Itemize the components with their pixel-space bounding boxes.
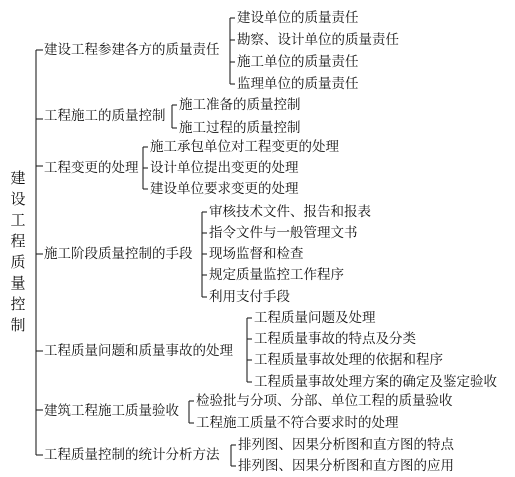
leaf-item: 指令文件与一般管理文书 — [209, 225, 358, 241]
branch-label-quality-acceptance: 建筑工程施工质量验收 — [44, 403, 179, 419]
root-char: 质 — [10, 253, 26, 271]
leaf-item: 工程质量问题及处理 — [254, 310, 376, 326]
leaf-item: 工程质量事故处理方案的确定及鉴定验收 — [254, 374, 497, 390]
root-char: 控 — [10, 295, 26, 313]
leaf-item: 施工单位的质量责任 — [237, 54, 359, 70]
branch-label-control-means: 施工阶段质量控制的手段 — [44, 246, 193, 262]
root-char: 量 — [10, 274, 26, 292]
leaf-item: 施工准备的质量控制 — [179, 97, 301, 113]
branch-label-participants-responsibility: 建设工程参建各方的质量责任 — [44, 42, 220, 58]
root-char: 程 — [10, 232, 26, 250]
leaf-item: 工程施工质量不符合要求时的处理 — [196, 415, 399, 431]
root-char: 设 — [10, 190, 26, 208]
branch-label-construction-quality-control: 工程施工的质量控制 — [44, 108, 166, 124]
leaf-item: 排列图、因果分析图和直方图的应用 — [238, 458, 454, 474]
root-char: 建 — [10, 169, 26, 187]
leaf-item: 利用支付手段 — [209, 289, 290, 305]
branch-label-accident-handling: 工程质量问题和质量事故的处理 — [44, 343, 233, 359]
leaf-item: 排列图、因果分析图和直方图的特点 — [238, 437, 454, 453]
branch-label-change-handling: 工程变更的处理 — [44, 160, 139, 176]
leaf-item: 监理单位的质量责任 — [237, 76, 359, 92]
leaf-item: 设计单位提出变更的处理 — [150, 160, 299, 176]
leaf-item: 检验批与分项、分部、单位工程的质量验收 — [196, 393, 453, 409]
leaf-item: 勘察、设计单位的质量责任 — [237, 32, 399, 48]
leaf-item: 审核技术文件、报告和报表 — [209, 204, 371, 220]
root-char: 工 — [10, 211, 26, 229]
leaf-item: 工程质量事故处理的依据和程序 — [254, 352, 443, 368]
leaf-item: 施工过程的质量控制 — [179, 120, 301, 136]
root-node-title — [8, 168, 28, 336]
root-char: 制 — [10, 316, 26, 334]
leaf-item: 规定质量监控工作程序 — [209, 267, 344, 283]
leaf-item: 工程质量事故的特点及分类 — [254, 331, 416, 347]
leaf-item: 建设单位的质量责任 — [237, 10, 359, 26]
leaf-item: 现场监督和检查 — [209, 246, 304, 262]
leaf-item: 建设单位要求变更的处理 — [150, 181, 299, 197]
branch-label-statistical-methods: 工程质量控制的统计分析方法 — [44, 447, 220, 463]
leaf-item: 施工承包单位对工程变更的处理 — [150, 139, 339, 155]
